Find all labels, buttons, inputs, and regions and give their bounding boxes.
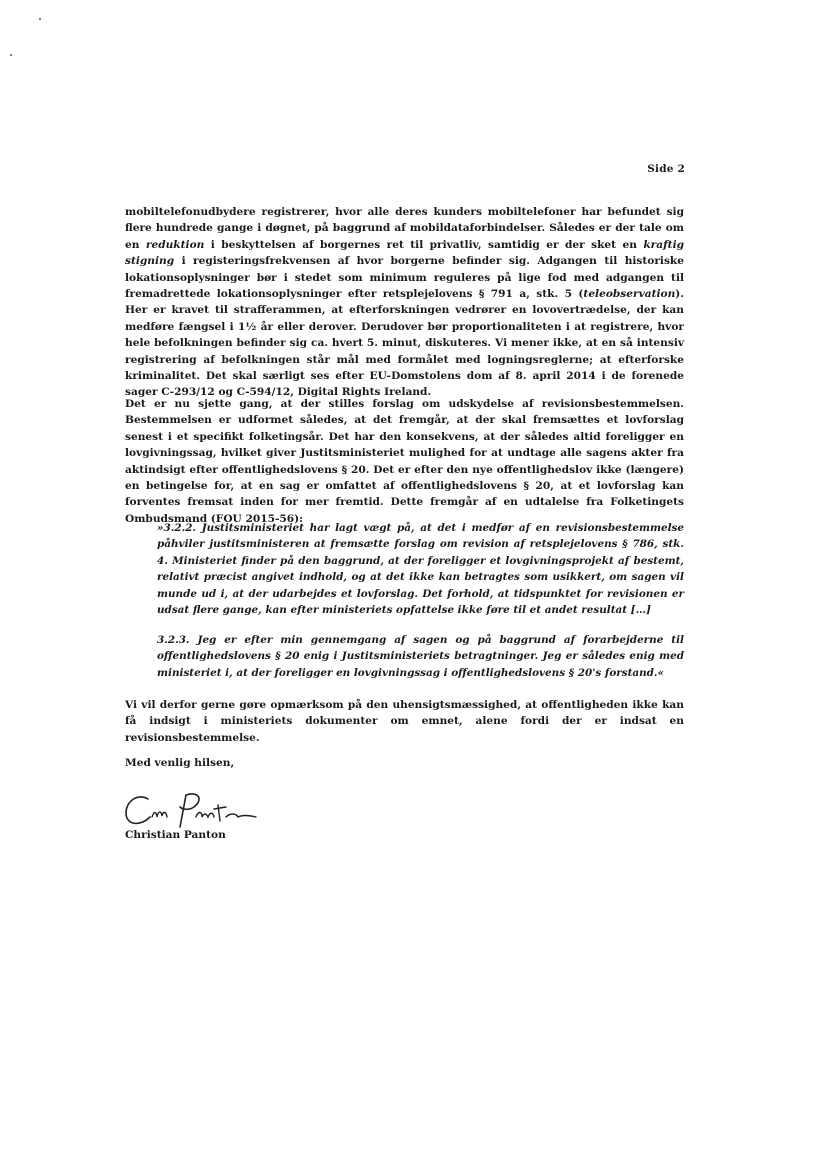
block-quote-1: »3.2.2. Justitsministeriet har lagt vægt på, at det i medfør af en revisionsbestemmelse påhviler justitsministeren at fremsætte forslag om revision af retsplejelovens § 786, stk. 4. Ministeriet finder på den baggrund, at der foreligger et lovgivningsprojekt af bestemt, relativt præcist angivet indhold, og at det ikke kan betragtes som usikkert, om sagen vil munde ud i, at der udarbejdes et lovforslag. Det forhold, at tidspunktet for revisionen er udsat flere gange, kan efter ministeriets opfattelse ikke føre til et andet resultat […]: [157, 522, 684, 617]
signer-name: Christian Panton: [125, 829, 226, 841]
page-number: Side 2: [647, 163, 685, 175]
body-paragraph-3: Vi vil derfor gerne gøre opmærksom på den uhensigtsmæssighed, at offentligheden ikke kan få indsigt i ministeriets dokumenter om emnet, alene fordi der er indsat en revisionsbestemmelse.: [125, 699, 684, 744]
block-quote-2: 3.2.3. Jeg er efter min gennemgang af sagen og på baggrund af forarbejderne til offentlighedslovens § 20 enig i Justitsministeriets betragtninger. Jeg er således enig med ministeriet i, at der foreligger en lovgivningssag i offentlighedslovens § 20's forstand.«: [157, 634, 684, 679]
scan-speck: [10, 54, 12, 56]
body-paragraph-2: Det er nu sjette gang, at der stilles forslag om udskydelse af revisionsbestemmelsen. Bestemmelsen er udformet således, at det fremgår, at der skal fremsættes et lovforslag senest i et specifikt folketingsår. Det har den konsekvens, at der således altid foreligger en lovgivningssag, hvilket giver Justitsministeriet mulighed for at undtage alle sagens akter fra aktindsigt efter offentlighedslovens § 20. Det er efter den nye offentlighedslov ikke (længere) en betingelse for, at en sag er omfattet af offentlighedslovens § 20, at et lovforslag kan forventes fremsat inden for mer fremtid. Dette fremgår af en udtalelse fra Folketingets Ombudsmand (FOU 2015-56):: [125, 398, 684, 525]
body-paragraph-1: mobiltelefonudbydere registrerer, hvor alle deres kunders mobiltelefoner har befundet sig flere hundrede gange i døgnet, på baggrund af mobildataforbindelser. Således er der tale om en reduktion i beskyttelsen af borgernes ret til privatliv, samtidig er der sket en kraftig stigning i registeringsfrekvensen af hvor borgerne befinder sig. Adgangen til historiske lokationsoplysninger bør i stedet som minimum reguleres på lige fod med adgangen til fremadrettede lokationsoplysninger efter retsplejelovens § 791 a, stk. 5 (teleobservation). Her er kravet til strafferammen, at efterforskningen vedrører en lovovertrædelse, der kan medføre fængsel i 1½ år eller derover. Derudover bør proportionaliteten i at registrere, hvor hele befolkningen befinder sig ca. hvert 5. minut, diskuteres. Vi mener ikke, at en så intensiv registrering af befolkningen står mål med formålet med logningsreglerne; at efterforske kriminalitet. Det skal særligt ses efter EU-Domstolens dom af 8. april 2014 i de forenede sager C-293/12 og C-594/12, Digital Rights Ireland.: [125, 206, 685, 399]
scan-speck: [39, 18, 41, 20]
closing-greeting: Med venlig hilsen,: [125, 757, 235, 769]
